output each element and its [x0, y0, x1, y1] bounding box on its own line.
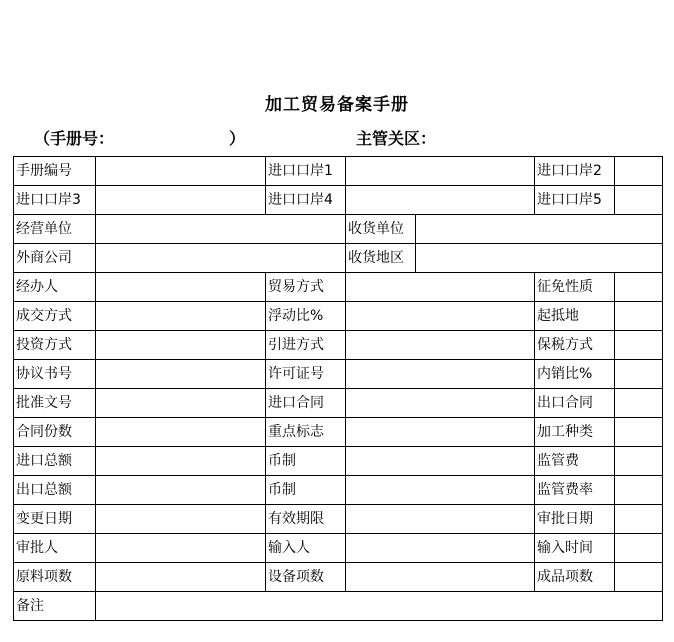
value-import-currency[interactable] [346, 447, 535, 476]
manual-number-label: （手册号： [34, 129, 115, 148]
value-domestic-sales-ratio[interactable] [615, 360, 663, 389]
table-row [14, 215, 663, 244]
value-transaction-mode[interactable] [96, 302, 266, 331]
value-approval-date[interactable] [615, 505, 663, 534]
value-import-port-5[interactable] [615, 186, 663, 215]
label-supervision-fee: 监管费 [535, 447, 615, 476]
label-total-export-amount: 出口总额 [14, 476, 96, 505]
value-manual-number[interactable] [96, 157, 266, 186]
label-entered-by: 输入人 [266, 534, 346, 563]
value-change-date[interactable] [96, 505, 266, 534]
value-introduction-mode[interactable] [346, 331, 535, 360]
value-supervision-fee[interactable] [615, 447, 663, 476]
label-validity-period: 有效期限 [266, 505, 346, 534]
value-export-contract[interactable] [615, 389, 663, 418]
label-consignee-unit: 收货单位 [346, 215, 416, 244]
label-change-date: 变更日期 [14, 505, 96, 534]
label-trade-mode: 贸易方式 [266, 273, 346, 302]
label-export-contract: 出口合同 [535, 389, 615, 418]
table-row [14, 302, 663, 331]
label-import-currency: 币制 [266, 447, 346, 476]
label-business-unit: 经营单位 [14, 215, 96, 244]
value-validity-period[interactable] [346, 505, 535, 534]
label-export-currency: 币制 [266, 476, 346, 505]
label-key-mark: 重点标志 [266, 418, 346, 447]
table-row [14, 505, 663, 534]
label-agreement-number: 协议书号 [14, 360, 96, 389]
value-import-port-4[interactable] [346, 186, 535, 215]
label-license-number: 许可证号 [266, 360, 346, 389]
label-handler: 经办人 [14, 273, 96, 302]
value-import-port-1[interactable] [346, 157, 535, 186]
value-entered-by[interactable] [346, 534, 535, 563]
label-product-item-count: 成品项数 [535, 563, 615, 592]
value-consignee-unit[interactable] [416, 215, 663, 244]
label-bonded-mode: 保税方式 [535, 331, 615, 360]
value-product-item-count[interactable] [615, 563, 663, 592]
label-total-import-amount: 进口总额 [14, 447, 96, 476]
value-approver[interactable] [96, 534, 266, 563]
value-processing-type[interactable] [615, 418, 663, 447]
label-equipment-item-count: 设备项数 [266, 563, 346, 592]
table-row [14, 476, 663, 505]
label-import-port-1: 进口口岸1 [266, 157, 346, 186]
table-row [14, 534, 663, 563]
label-processing-type: 加工种类 [535, 418, 615, 447]
label-contract-copies: 合同份数 [14, 418, 96, 447]
value-handler[interactable] [96, 273, 266, 302]
value-consignee-region[interactable] [416, 244, 663, 273]
value-equipment-item-count[interactable] [346, 563, 535, 592]
label-import-contract: 进口合同 [266, 389, 346, 418]
registration-form-table [13, 156, 663, 621]
label-import-port-3: 进口口岸3 [14, 186, 96, 215]
label-import-port-4: 进口口岸4 [266, 186, 346, 215]
label-transaction-mode: 成交方式 [14, 302, 96, 331]
label-origin-destination: 起抵地 [535, 302, 615, 331]
value-business-unit[interactable] [96, 215, 346, 244]
label-supervision-fee-rate: 监管费率 [535, 476, 615, 505]
label-import-port-5: 进口口岸5 [535, 186, 615, 215]
customs-district-label: 主管关区： [356, 129, 437, 148]
value-total-import-amount[interactable] [96, 447, 266, 476]
table-row [14, 563, 663, 592]
table-row [14, 592, 663, 621]
label-floating-ratio: 浮动比% [266, 302, 346, 331]
label-material-item-count: 原料项数 [14, 563, 96, 592]
label-approver: 审批人 [14, 534, 96, 563]
value-remarks[interactable] [96, 592, 663, 621]
label-entry-time: 输入时间 [535, 534, 615, 563]
label-consignee-region: 收货地区 [346, 244, 416, 273]
label-manual-number: 手册编号 [14, 157, 96, 186]
label-investment-mode: 投资方式 [14, 331, 96, 360]
value-material-item-count[interactable] [96, 563, 266, 592]
label-tax-exemption-nature: 征免性质 [535, 273, 615, 302]
value-approval-number[interactable] [96, 389, 266, 418]
value-import-port-2[interactable] [615, 157, 663, 186]
table-row [14, 331, 663, 360]
table-row [14, 273, 663, 302]
page-title: 加工贸易备案手册 [265, 95, 409, 115]
value-investment-mode[interactable] [96, 331, 266, 360]
value-floating-ratio[interactable] [346, 302, 535, 331]
label-approval-number: 批准文号 [14, 389, 96, 418]
value-key-mark[interactable] [346, 418, 535, 447]
table-row [14, 157, 663, 186]
value-export-currency[interactable] [346, 476, 535, 505]
table-row [14, 244, 663, 273]
label-foreign-company: 外商公司 [14, 244, 96, 273]
value-supervision-fee-rate[interactable] [615, 476, 663, 505]
value-contract-copies[interactable] [96, 418, 266, 447]
value-origin-destination[interactable] [615, 302, 663, 331]
table-row [14, 418, 663, 447]
value-import-port-3[interactable] [96, 186, 266, 215]
label-domestic-sales-ratio: 内销比% [535, 360, 615, 389]
label-import-port-2: 进口口岸2 [535, 157, 615, 186]
value-trade-mode[interactable] [346, 273, 535, 302]
table-row [14, 186, 663, 215]
label-remarks: 备注 [14, 592, 96, 621]
label-approval-date: 审批日期 [535, 505, 615, 534]
value-total-export-amount[interactable] [96, 476, 266, 505]
value-entry-time[interactable] [615, 534, 663, 563]
manual-number-close-paren: ） [229, 129, 246, 148]
value-import-contract[interactable] [346, 389, 535, 418]
value-license-number[interactable] [346, 360, 535, 389]
value-foreign-company[interactable] [96, 244, 346, 273]
value-tax-exemption-nature[interactable] [615, 273, 663, 302]
label-introduction-mode: 引进方式 [266, 331, 346, 360]
table-row [14, 447, 663, 476]
table-row [14, 360, 663, 389]
value-agreement-number[interactable] [96, 360, 266, 389]
value-bonded-mode[interactable] [615, 331, 663, 360]
table-row [14, 389, 663, 418]
